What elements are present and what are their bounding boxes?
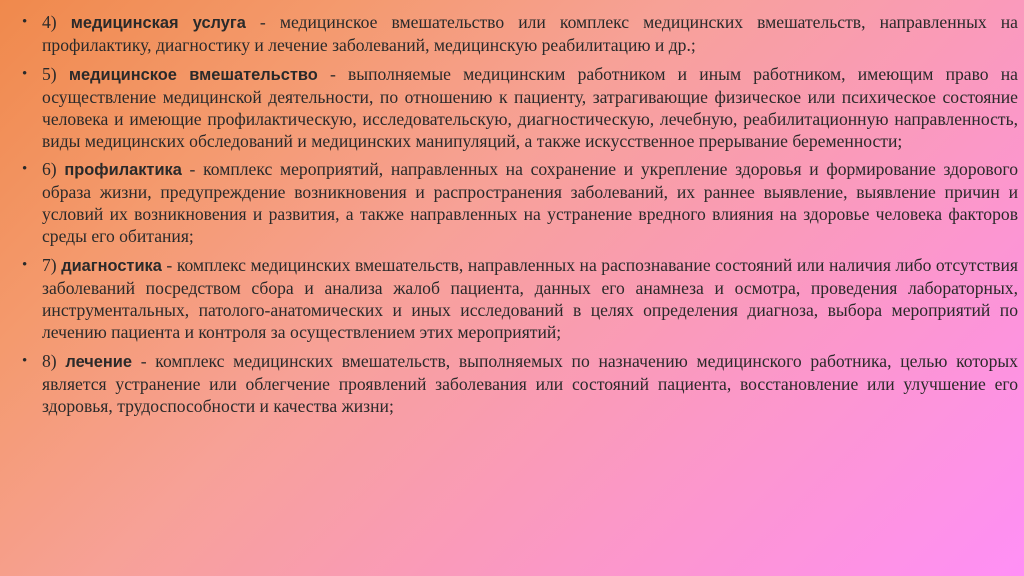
bullet-icon: • xyxy=(22,352,28,369)
item-number: 4) xyxy=(42,12,57,32)
definition-item-6 xyxy=(22,159,1018,248)
item-number: 7) xyxy=(42,255,57,276)
item-term: медицинское вмешательство xyxy=(68,65,318,84)
item-text: - медицинское вмешательство или комплекс медицинских вмешательств, направленных на профилактику, диагностику и лечение заболеваний, медицинскую реабилитацию и др.; xyxy=(42,12,1018,55)
definition-item-4 xyxy=(22,12,1018,57)
item-term: лечение xyxy=(65,352,133,371)
item-term: медицинская услуга xyxy=(70,14,246,32)
item-text: - выполняемые медицинским работником и иным работником, имеющим право на осуществление медицинской деятельности, по отношению к пациенту, затрагивающие физическое или психическое состояние человека и имеющие профилактическую, исследовательскую, диагностическую, лечебную, реабилитационную направленность, виды медицинских обследований и медицинских манипуляций, а также искусственное прерывание беременности; xyxy=(42,63,1018,151)
definition-item-5 xyxy=(22,64,1018,153)
item-term: диагностика xyxy=(61,257,162,276)
bullet-icon: • xyxy=(22,161,28,178)
definition-item-7 xyxy=(22,255,1018,344)
item-text: - комплекс мероприятий, направленных на сохранение и укрепление здоровья и формирование здорового образа жизни, предупреждение возникновения и распространения заболеваний, их раннее выявление, выявление причин и условий их возникновения и развития, а также направленных на устранение вредного влияния на здоровье человека факторов среды его обитания; xyxy=(42,159,1018,247)
bullet-icon: • xyxy=(22,14,28,30)
item-text: - комплекс медицинских вмешательств, выполняемых по назначению медицинского работника, целью которых является устранение или облегчение проявлений заболевания или состояний пациента, восстановление или улучшение его здоровья, трудоспособности и качества жизни; xyxy=(42,350,1018,416)
bullet-icon: • xyxy=(22,257,28,274)
definition-item-8 xyxy=(22,351,1018,418)
item-number: 5) xyxy=(42,63,57,84)
item-number: 8) xyxy=(42,350,57,371)
item-text: - комплекс медицинских вмешательств, направленных на распознавание состояний или наличия либо отсутствия заболеваний посредством сбора и анализа жалоб пациента, данных его анамнеза и осмотра, проведения лабораторных, инструментальных, патолого-анатомических и иных исследований в целях определения диагноза, выбора мероприятий по лечению пациента и контроля за осуществлением этих мероприятий; xyxy=(42,255,1018,342)
item-number: 6) xyxy=(42,159,57,180)
bullet-icon: • xyxy=(22,65,28,82)
item-term: профилактика xyxy=(64,161,182,180)
definitions-list xyxy=(22,12,1018,424)
